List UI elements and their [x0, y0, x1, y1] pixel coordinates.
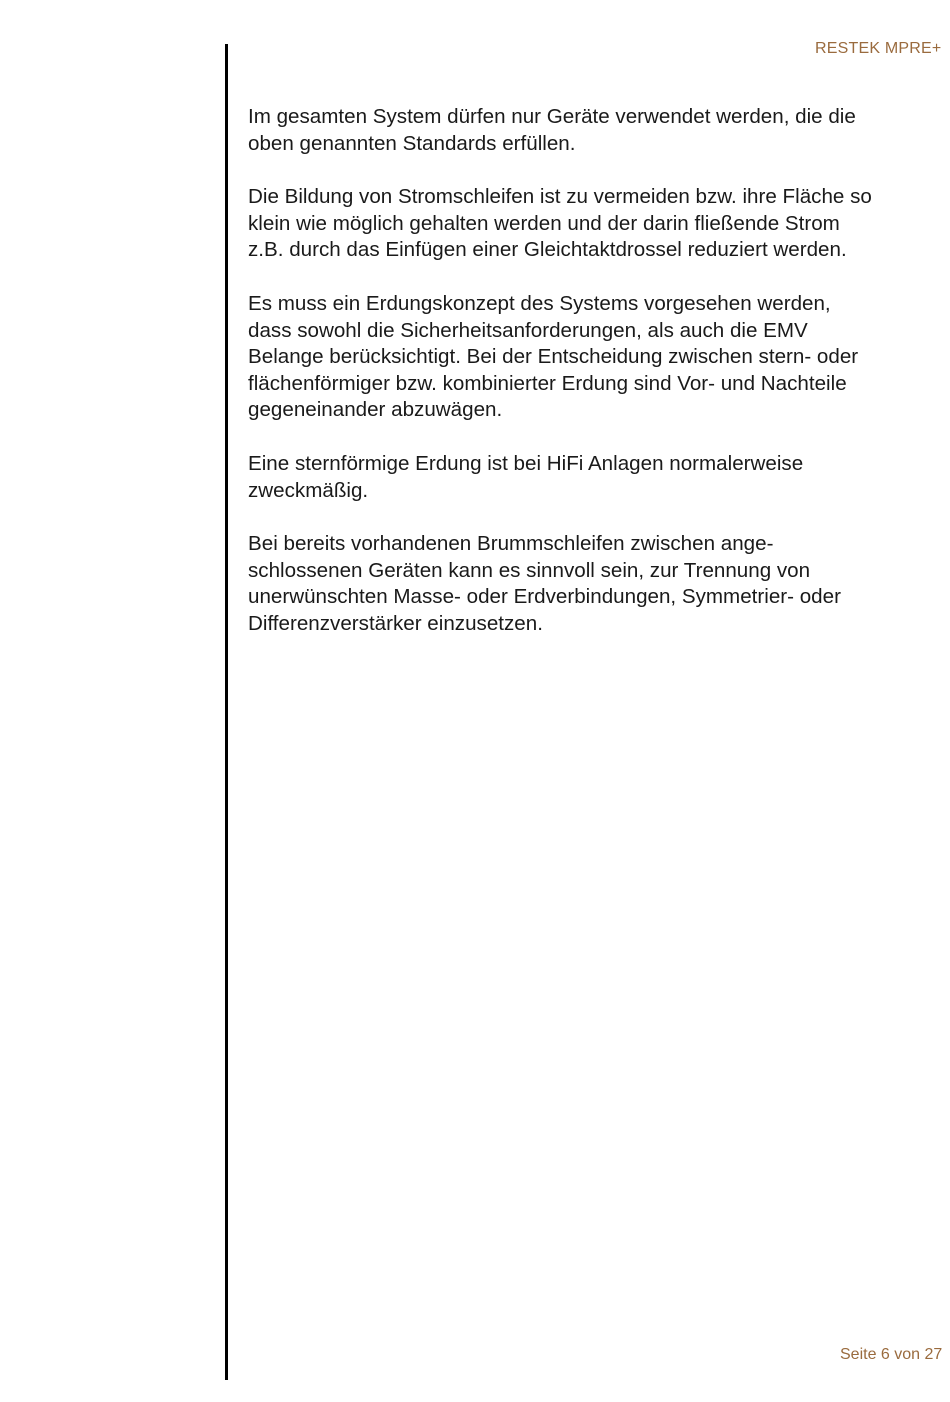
text-line: dass sowohl die Sicherheitsanforderungen, als auch die EMV — [248, 318, 808, 342]
text-line: zweckmäßig. — [248, 478, 369, 502]
text-line: Eine sternförmige Erdung ist bei HiFi Anlagen normalerweise — [248, 451, 804, 475]
text-line: Bei bereits vorhandenen Brummschleifen zwischen ange- — [248, 532, 774, 556]
paragraph — [248, 291, 950, 424]
paragraph — [248, 531, 950, 637]
paragraph — [248, 104, 950, 157]
text-line: Belange berücksichtigt. Bei der Entscheidung zwischen stern- oder — [248, 345, 859, 369]
text-line: Es muss ein Erdungskonzept des Systems vorgesehen werden, — [248, 291, 831, 315]
text-line: klein wie möglich gehalten werden und der darin fließende Strom — [248, 211, 840, 235]
text-line: z.B. durch das Einfügen einer Gleichtaktdrossel reduziert werden. — [248, 238, 847, 262]
text-line: flächenförmiger bzw. kombinierter Erdung sind Vor- und Nachteile — [248, 371, 847, 395]
text-line: schlossenen Geräten kann es sinnvoll sein, zur Trennung von — [248, 558, 811, 582]
text-line: oben genannten Standards erfüllen. — [248, 131, 576, 155]
margin-rule — [225, 44, 228, 1380]
text-line: unerwünschten Masse- oder Erdverbindungen, Symmetrier- oder — [248, 585, 841, 609]
body-text — [248, 104, 950, 665]
text-line: gegeneinander abzuwägen. — [248, 398, 503, 422]
paragraph — [248, 451, 950, 504]
text-line: Differenzverstärker einzusetzen. — [248, 611, 543, 635]
running-header: RESTEK MPRE+ — [815, 40, 942, 57]
paragraph — [248, 184, 950, 264]
page-number: Seite 6 von 27 — [840, 1346, 943, 1363]
text-line: Die Bildung von Stromschleifen ist zu vermeiden bzw. ihre Fläche so — [248, 185, 872, 209]
text-line: Im gesamten System dürfen nur Geräte verwendet werden, die die — [248, 105, 856, 128]
